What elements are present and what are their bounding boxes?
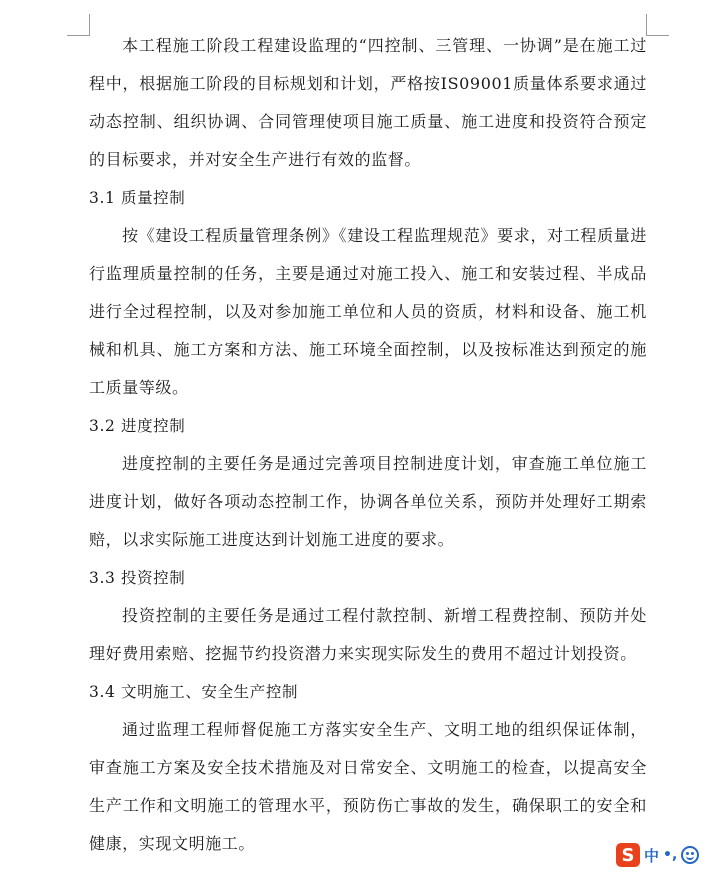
section-body-schedule: 进度控制的主要任务是通过完善项目控制进度计划，审查施工单位施工进度计划，做好各项动态控制工作，协调各单位关系，预防并处理好工期索赔，以求实际施工进度达到计划施工进度的要求。 — [89, 454, 647, 549]
section-heading-schedule: 3.2 进度控制 — [89, 417, 186, 435]
section-heading-investment: 3.3 投资控制 — [89, 569, 186, 587]
section-body-safety: 通过监理工程师督促施工方落实安全生产、文明工地的组织保证体制，审查施工方案及安全技术措施及对日常安全、文明施工的检查，以提高安全生产工作和文明施工的管理水平，预防伤亡事故的发生，确保职工的安全和健康，实现文明施工。 — [89, 720, 647, 853]
smiley-icon[interactable] — [681, 846, 699, 864]
section-body-investment: 投资控制的主要任务是通过工程付款控制、新增工程费控制、预防并处理好费用索赔、挖掘节约投资潜力来实现实际发生的费用不超过计划投资。 — [89, 606, 647, 663]
ime-toolbar[interactable] — [612, 838, 716, 872]
ime-punctuation-toggle[interactable]: •, — [663, 847, 678, 863]
section-body-quality: 按《建设工程质量管理条例》《建设工程监理规范》要求，对工程质量进行监理质量控制的任务，主要是通过对施工投入、施工和安装过程、半成品进行全过程控制，以及对参加施工单位和人员的资质，材料和设备、施工机械和机具、施工方案和方法、施工环境全面控制，以及按标准达到预定的施工质量等级。 — [89, 226, 647, 397]
section-heading-quality: 3.1 质量控制 — [89, 189, 186, 207]
ime-mode-toggle[interactable]: 中 — [644, 846, 660, 865]
crop-mark-top-left — [67, 35, 89, 36]
intro-paragraph: 本工程施工阶段工程建设监理的“四控制、三管理、一协调”是在施工过程中，根据施工阶段的目标规划和计划，严格按IS09001质量体系要求通过动态控制、组织协调、合同管理使项目施工质量、施工进度和投资符合预定的目标要求，并对安全生产进行有效的监督。 — [89, 36, 647, 169]
section-heading-safety: 3.4 文明施工、安全生产控制 — [89, 683, 299, 701]
crop-mark-top-right — [647, 35, 669, 36]
ime-logo-icon[interactable]: S — [616, 843, 640, 867]
document-body[interactable] — [89, 27, 647, 863]
